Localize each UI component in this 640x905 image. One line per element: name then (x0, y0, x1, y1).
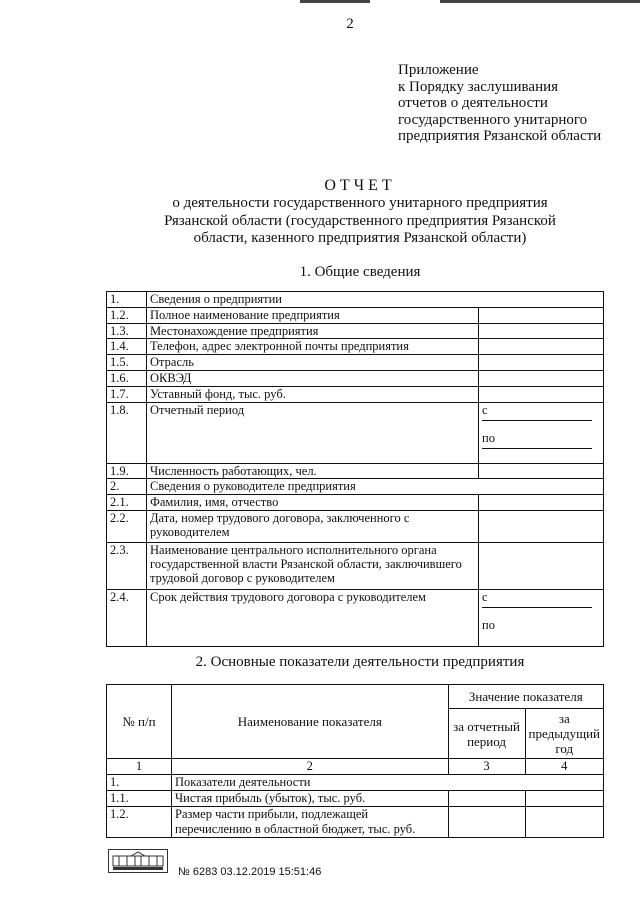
office-stamp-icon (108, 849, 168, 873)
value-cell[interactable] (479, 307, 604, 323)
table-row (107, 463, 604, 479)
table-row (107, 355, 604, 371)
row-number: 2.4. (107, 589, 147, 646)
value-cell[interactable] (479, 463, 604, 479)
row-number: 1.7. (107, 386, 147, 402)
section2-title: 2. Основные показатели деятельности предприятия (195, 654, 525, 670)
row-number: 1.2. (107, 807, 172, 838)
row-label: Срок действия трудового договора с руководителем (147, 589, 479, 646)
section1-title: 1. Общие сведения (299, 264, 421, 280)
header-previous: за предыдущий год (525, 709, 603, 759)
row-label: Полное наименование предприятия (147, 307, 479, 323)
value-cell[interactable] (448, 791, 525, 807)
value-cell[interactable] (525, 807, 603, 838)
row-number: 1. (107, 292, 147, 308)
header-row (107, 685, 604, 709)
table-row (107, 479, 604, 495)
column-number: 2 (172, 759, 449, 775)
row-label: Отчетный период (147, 402, 479, 463)
table-row (107, 510, 604, 542)
page-number: 2 (346, 16, 354, 32)
table-row (107, 370, 604, 386)
value-cell[interactable] (525, 791, 603, 807)
table-row (107, 339, 604, 355)
appendix-line: отчетов о деятельности (398, 95, 548, 111)
period-to-label: по (482, 617, 495, 632)
row-number: 1.9. (107, 463, 147, 479)
appendix-line: к Порядку заслушивания (398, 78, 559, 95)
row-number: 1.4. (107, 339, 147, 355)
row-label: Местонахождение предприятия (147, 323, 479, 339)
table-row (107, 495, 604, 511)
row-number: 1.6. (107, 370, 147, 386)
table-row (107, 775, 604, 791)
row-label: Уставный фонд, тыс. руб. (147, 386, 479, 402)
table-row (107, 542, 604, 589)
table-row (107, 292, 604, 308)
row-number: 2.1. (107, 495, 147, 511)
row-number: 2. (107, 479, 147, 495)
column-number: 3 (448, 759, 525, 775)
row-label: Отрасль (147, 355, 479, 371)
header-name: Наименование показателя (172, 685, 449, 759)
row-label: Сведения о руководителе предприятия (147, 479, 604, 495)
period-from-line (482, 419, 592, 421)
row-number: 1.3. (107, 323, 147, 339)
period-from-label: с (482, 402, 488, 417)
column-number: 1 (107, 759, 172, 775)
column-number: 4 (525, 759, 603, 775)
row-label: Дата, номер трудового договора, заключенного с руководителем (147, 510, 479, 542)
column-number-row (107, 759, 604, 775)
row-number: 2.3. (107, 542, 147, 589)
row-number: 1.2. (107, 307, 147, 323)
appendix-line: Приложение (398, 62, 479, 78)
appendix-block (398, 62, 601, 145)
table-row (107, 807, 604, 838)
row-number: 1.8. (107, 402, 147, 463)
row-label: Численность работающих, чел. (147, 463, 479, 479)
header-value: Значение показателя (448, 685, 603, 709)
row-label: Чистая прибыль (убыток), тыс. руб. (172, 791, 449, 807)
value-cell[interactable] (479, 355, 604, 371)
table-row (107, 402, 604, 463)
period-to-line (482, 447, 592, 449)
period-cell[interactable] (479, 402, 604, 463)
table-row (107, 791, 604, 807)
table-row (107, 386, 604, 402)
value-cell[interactable] (479, 370, 604, 386)
table-row (107, 307, 604, 323)
appendix-line: государственного унитарного (398, 111, 588, 128)
period-cell[interactable] (479, 589, 604, 646)
indicators-table (106, 684, 604, 838)
document-mark: № 6283 03.12.2019 15:51:46 (178, 866, 322, 878)
scan-artifact (300, 0, 370, 3)
row-number: 1.1. (107, 791, 172, 807)
period-from-line (482, 606, 592, 608)
row-label: Размер части прибыли, подлежащей перечислению в областной бюджет, тыс. руб. (172, 807, 449, 838)
header-num: № п/п (107, 685, 172, 759)
row-number: 1.5. (107, 355, 147, 371)
building-icon (109, 850, 167, 872)
value-cell[interactable] (448, 807, 525, 838)
value-cell[interactable] (479, 323, 604, 339)
report-title: ОТЧЕТ (324, 177, 396, 194)
row-label: Наименование центрального исполнительного органа государственной власти Рязанской области, заключившего трудовой договор с руководителем (147, 542, 479, 589)
row-label: Сведения о предприятии (147, 292, 604, 308)
value-cell[interactable] (479, 386, 604, 402)
scan-artifact (440, 0, 640, 3)
value-cell[interactable] (479, 542, 604, 589)
report-subtitle: о деятельности государственного унитарного предприятия Рязанской области (государственного предприятия Рязанской области, казенного предприятия Рязанской области) (164, 195, 556, 246)
appendix-line: предприятия Рязанской области (398, 128, 602, 144)
value-cell[interactable] (479, 495, 604, 511)
header-current: за отчетный период (448, 709, 525, 759)
row-number: 2.2. (107, 510, 147, 542)
period-to-label: по (482, 430, 495, 445)
table-row (107, 323, 604, 339)
table-row (107, 589, 604, 646)
general-info-table (106, 291, 604, 647)
value-cell[interactable] (479, 510, 604, 542)
row-label: Показатели деятельности (172, 775, 604, 791)
value-cell[interactable] (479, 339, 604, 355)
row-label: ОКВЭД (147, 370, 479, 386)
row-label: Телефон, адрес электронной почты предприятия (147, 339, 479, 355)
row-label: Фамилия, имя, отчество (147, 495, 479, 511)
row-number: 1. (107, 775, 172, 791)
period-from-label: с (482, 589, 488, 604)
